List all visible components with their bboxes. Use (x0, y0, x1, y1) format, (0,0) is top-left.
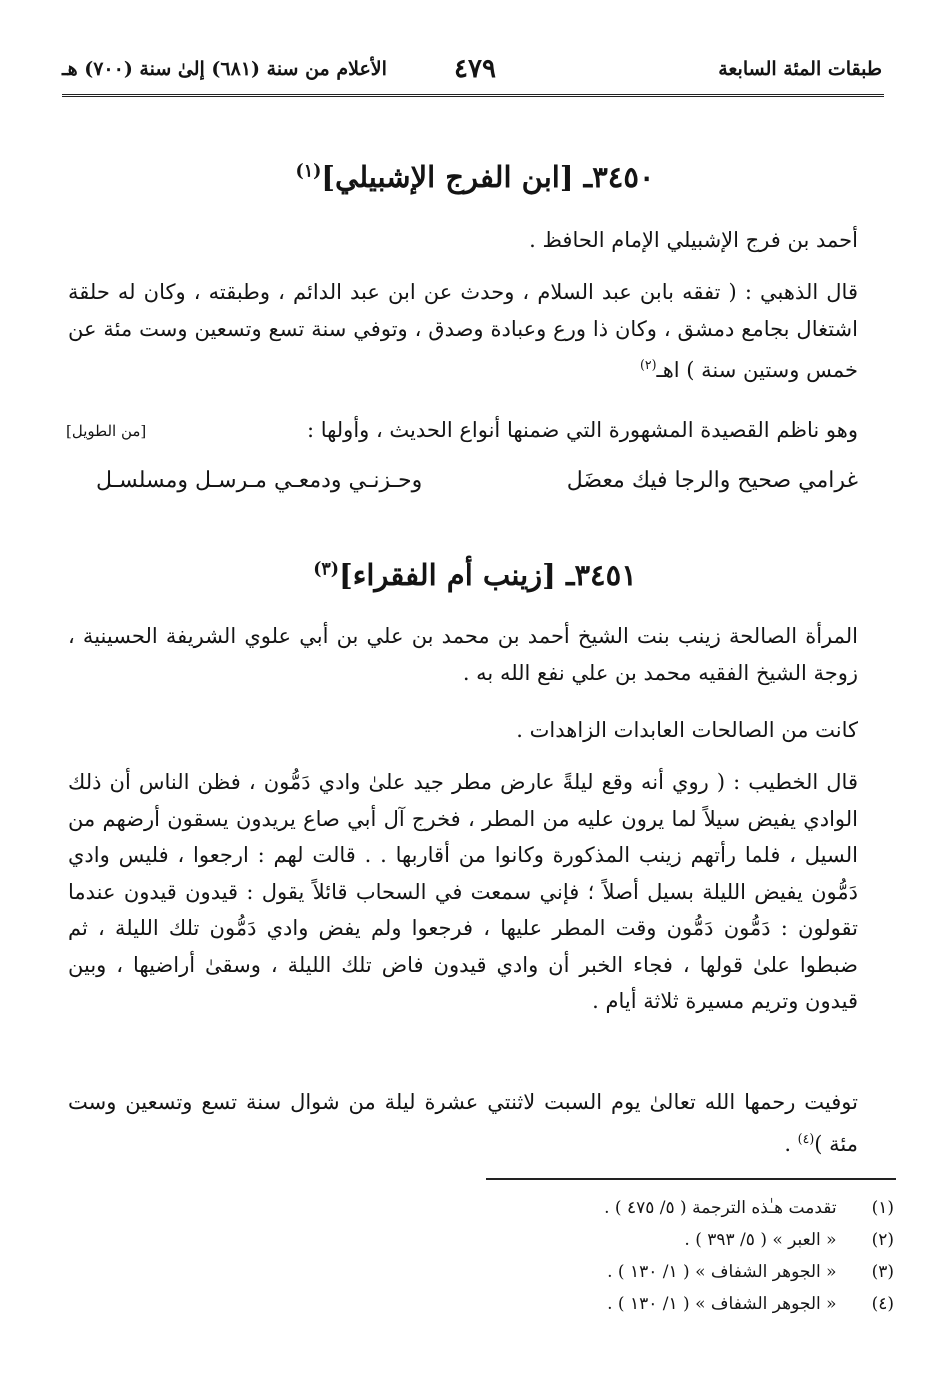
entry-title-text: ٣٤٥١ـ [زينب أم الفقراء] (339, 558, 637, 592)
entry-title (60, 160, 890, 194)
paragraph (68, 274, 858, 389)
header-divider (62, 94, 884, 97)
footnote-ref: (٢) (639, 357, 657, 372)
running-header-left: الأعلام من سنة (٦٨١) إلىٰ سنة (٧٠٠) هـ (62, 58, 387, 80)
paragraph: أحمد بن فرج الإشبيلي الإمام الحافظ . (529, 228, 858, 252)
footnote-number: (٢) (871, 1230, 894, 1250)
verse-intro: وهو ناظم القصيدة المشهورة التي ضمنها أنواع الحديث ، وأولها : (306, 418, 858, 442)
footnote-text: « العبر » ( ٥/ ٣٩٣ ) . (684, 1230, 837, 1250)
footnote (200, 1198, 894, 1226)
footnote-ref: (٤) (797, 1130, 815, 1146)
paragraph: المرأة الصالحة زينب بنت الشيخ أحمد بن محمد بن علي بن أبي علوي الشريفة الحسينية ، زوجة الشيخ الفقيه محمد بن علي نفع الله به . (68, 624, 858, 685)
verse-hemistich-first: غرامي صحيح والرجا فيك معضَل (566, 468, 858, 493)
paragraph-text: توفيت رحمها الله تعالىٰ يوم السبت لاثنتي عشرة ليلة من شوال سنة تسع وتسعين وست مئة ) (68, 1090, 858, 1156)
paragraph (68, 1084, 858, 1162)
footnote-number: (٤) (871, 1294, 894, 1314)
footnote-text: « الجوهر الشفاف » ( ١/ ١٣٠ ) . (607, 1262, 837, 1282)
footnote-text: تقدمت هـٰذه الترجمة ( ٥/ ٤٧٥ ) . (604, 1198, 837, 1218)
running-header-right: طبقات المئة السابعة (718, 58, 882, 80)
footnote-ref: (١) (295, 161, 322, 182)
entry-title (60, 558, 890, 592)
footnote (200, 1294, 894, 1322)
meter-label: [من الطويل] (66, 422, 147, 440)
paragraph-text: قال الذهبي : ( تفقه بابن عبد السلام ، وحدث عن ابن عبد الدائم ، وطبقته ، وكان له حلقة اشتغال بجامع دمشق ، وكان ذا ورع وعبادة وصدق ، وتوفي سنة تسع وتسعين وست مئة عن خمس وستين سنة ) اهـ (68, 280, 858, 382)
page-number: ٤٧٩ (454, 54, 496, 84)
paragraph-tail: . (784, 1131, 798, 1156)
paragraph: قال الخطيب : ( روي أنه وقع ليلةً عارض مطر جيد علىٰ وادي دَمُّون ، فظن الناس أن ذلك الوادي يفيض سيلاً لما يرون عليه من المطر ، فخرج آل أبي صاع يريدون يسقون أرضهم من السيل ، فلما رأتهم زينب المذكورة وكانوا من أقاربها . . قالت لهم : ارجعوا ، فليس وادي دَمُّون يفيض الليلة بسيل أصلاً ؛ فإني سمعت في السحاب قائلاً يقول : قيدون قيدون عندما تقولون : دَمُّون دَمُّون وقت المطر عليها ، فرجعوا ولم يفض وادي دَمُّون تلك الليلة ، ثم ضبطوا علىٰ قولها ، فجاء الخبر أن وادي قيدون فاض تلك الليلة ، وسقىٰ أراضيها ، وبين قيدون وتريم مسيرة ثلاثة أيام . (68, 770, 858, 1013)
footnote-number: (١) (871, 1198, 894, 1218)
verse-hemistich-second: وحـزنـي ودمعـي مـرسـل ومسلسـل (96, 468, 423, 493)
paragraph: كانت من الصالحات العابدات الزاهدات . (516, 718, 858, 742)
entry-title-text: ٣٤٥٠ـ [ابن الفرج الإشبيلي] (321, 160, 655, 194)
footnote (200, 1262, 894, 1290)
footnote-text: « الجوهر الشفاف » ( ١/ ١٣٠ ) . (607, 1294, 837, 1314)
footnote-number: (٣) (871, 1262, 894, 1282)
footnote-ref: (٣) (313, 559, 339, 580)
footnote-divider (486, 1178, 896, 1180)
verse-intro-row (66, 418, 858, 454)
footnote (200, 1230, 894, 1258)
